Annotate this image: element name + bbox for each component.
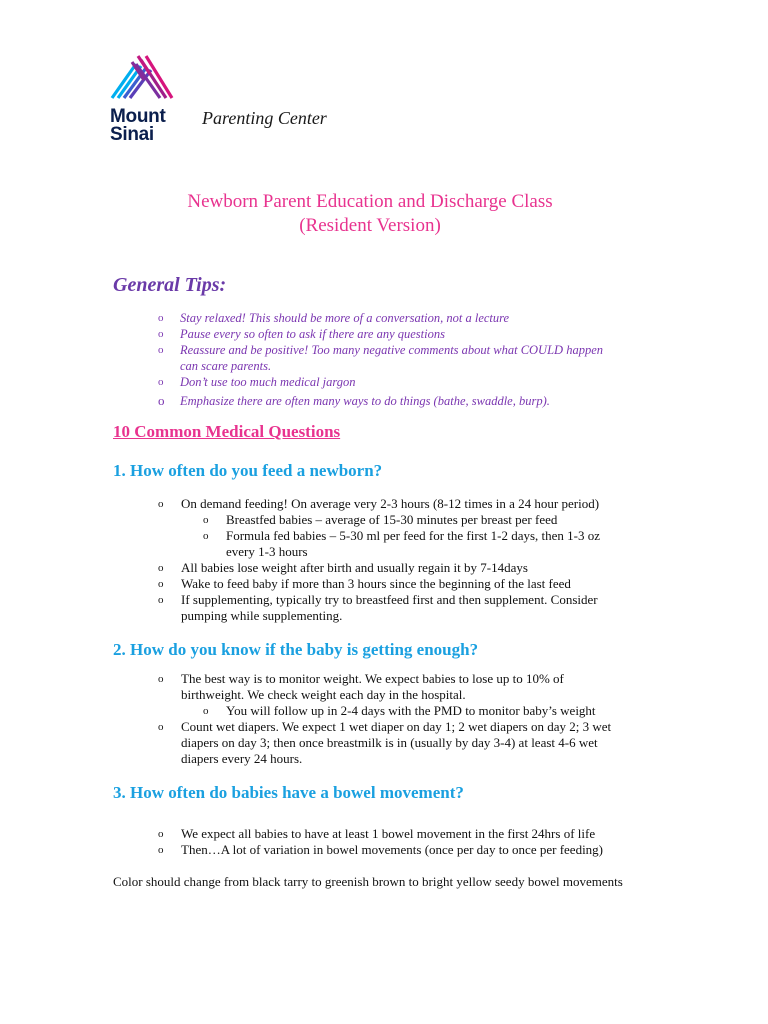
question-3-list bbox=[158, 826, 658, 858]
bullet-icon: o bbox=[158, 594, 164, 606]
document-subtitle: (Resident Version) bbox=[299, 215, 441, 236]
question-2-list bbox=[158, 671, 658, 767]
logo-subtitle: Parenting Center bbox=[202, 108, 327, 128]
list-item: o Pause every so often to ask if there are any questions bbox=[158, 327, 445, 341]
bullet-icon: o bbox=[158, 828, 164, 840]
bullet-icon: o bbox=[158, 721, 164, 733]
bullet-icon: o bbox=[158, 562, 164, 574]
list-item: o All babies lose weight after birth and usually regain it by 7-14days bbox=[158, 560, 528, 575]
list-item: o You will follow up in 2-4 days with the PMD to monitor baby’s weight bbox=[203, 703, 596, 718]
stool-color-note: Color should change from black tarry to greenish brown to bright yellow seedy bowel movements bbox=[113, 874, 623, 889]
list-item: o Breastfed babies – average of 15-30 minutes per breast per feed bbox=[203, 512, 558, 527]
list-item: o Reassure and be positive! Too many negative comments about what COULD happen can scare parents. bbox=[158, 343, 603, 373]
bullet-icon: o bbox=[203, 514, 209, 526]
question-1-heading: 1. How often do you feed a newborn? bbox=[113, 461, 383, 480]
bullet-icon: o bbox=[158, 844, 164, 856]
list-item: o The best way is to monitor weight. We expect babies to lose up to 10% of birthweight. We check weight each day in the hospital. bbox=[158, 671, 564, 702]
bullet-icon: o bbox=[203, 530, 209, 542]
general-tips-list bbox=[158, 310, 678, 409]
bullet-icon: o bbox=[203, 705, 209, 717]
question-3-heading: 3. How often do babies have a bowel movement? bbox=[113, 783, 464, 802]
question-1-list bbox=[158, 496, 658, 624]
list-item: o Stay relaxed! This should be more of a conversation, not a lecture bbox=[158, 311, 510, 325]
bullet-icon: o bbox=[158, 498, 164, 510]
bullet-icon: o bbox=[158, 376, 164, 388]
mount-sinai-logo bbox=[110, 52, 370, 147]
list-item: o Count wet diapers. We expect 1 wet diaper on day 1; 2 wet diapers on day 2; 3 wet diapers on day 3; then once breastmilk is in (usually by day 3-4) at least 4-6 wet diapers every 24 hours. bbox=[158, 719, 612, 766]
bullet-icon: o bbox=[158, 393, 165, 408]
bullet-icon: o bbox=[158, 673, 164, 685]
list-item: o On demand feeding! On average very 2-3 hours (8-12 times in a 24 hour period) bbox=[158, 496, 600, 511]
list-item: o Don’t use too much medical jargon bbox=[158, 375, 356, 389]
common-questions-heading: 10 Common Medical Questions bbox=[113, 422, 341, 441]
bullet-icon: o bbox=[158, 312, 164, 324]
list-item: o Wake to feed baby if more than 3 hours since the beginning of the last feed bbox=[158, 576, 571, 591]
list-item: o Then…A lot of variation in bowel movements (once per day to once per feeding) bbox=[158, 842, 604, 857]
logo-word-mount: Mount bbox=[110, 106, 166, 127]
list-item: o Emphasize there are often many ways to do things (bathe, swaddle, burp). bbox=[158, 393, 550, 408]
mount-sinai-logo-icon bbox=[110, 52, 174, 100]
list-item: o Formula fed babies – 5-30 ml per feed for the first 1-2 days, then 1-3 oz every 1-3 hours bbox=[203, 528, 601, 559]
logo-word-sinai: Sinai bbox=[110, 124, 154, 145]
list-item: o If supplementing, typically try to breastfeed first and then supplement. Consider pumping while supplementing. bbox=[158, 592, 598, 623]
bullet-icon: o bbox=[158, 344, 164, 356]
general-tips-heading: General Tips: bbox=[113, 274, 227, 296]
question-2-heading: 2. How do you know if the baby is getting enough? bbox=[113, 640, 479, 659]
bullet-icon: o bbox=[158, 328, 164, 340]
document-title: Newborn Parent Education and Discharge Class bbox=[187, 191, 553, 212]
list-item: o We expect all babies to have at least 1 bowel movement in the first 24hrs of life bbox=[158, 826, 596, 841]
bullet-icon: o bbox=[158, 578, 164, 590]
